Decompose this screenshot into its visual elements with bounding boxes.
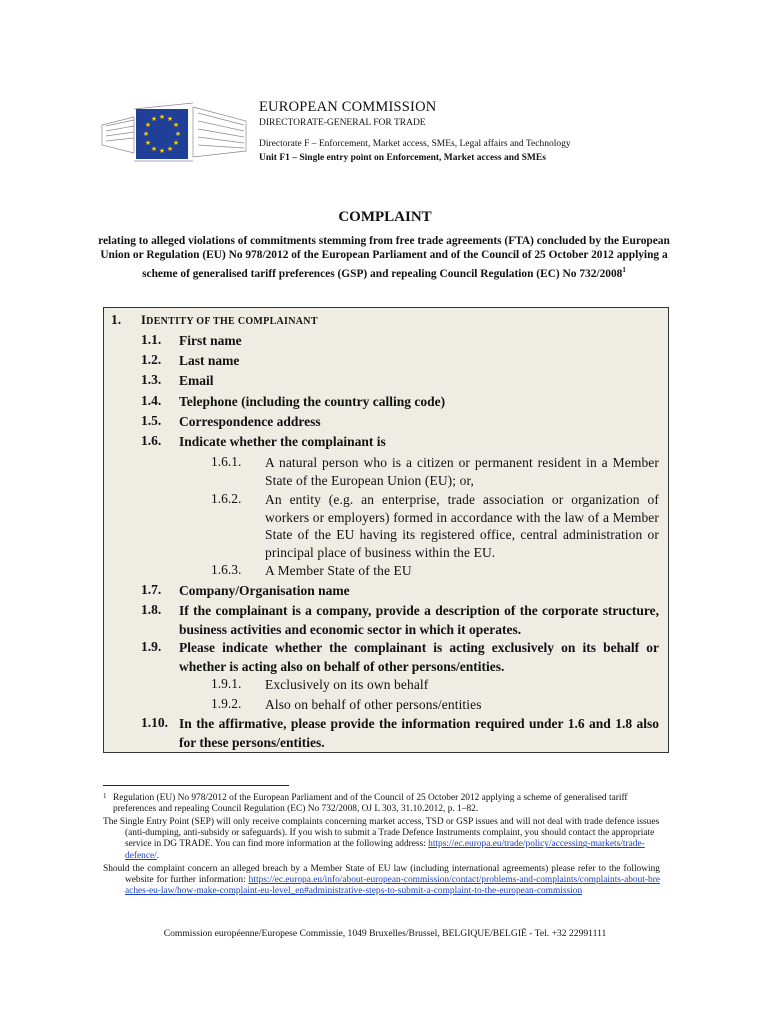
item-number: 1.5.: [141, 413, 162, 428]
svg-text:★: ★: [166, 145, 174, 153]
footnote-ref: 1: [622, 265, 626, 274]
organization-name: EUROPEAN COMMISSION: [259, 99, 437, 115]
subitem-entity: An entity (e.g. an enterprise, trade association or organization of workers or employers) formed in accordance with the law of a Member State of the EU having its registered office, central administration or principal place of business within the EU.: [265, 492, 659, 560]
page-footer: Commission européenne/Europese Commissie, 1049 Bruxelles/Brussel, BELGIQUE/BELGIË - Tel. +32 22991111: [163, 928, 607, 939]
item-first-name: First name: [179, 333, 242, 348]
footnote-eu-law: [103, 864, 660, 898]
subitem-member-state: A Member State of the EU: [265, 563, 412, 578]
svg-text:★: ★: [144, 121, 152, 129]
svg-text:★: ★: [144, 139, 152, 147]
document-title: COMPLAINT: [338, 209, 432, 225]
section-title-rest: DENTITY OF THE COMPLAINANT: [146, 316, 318, 327]
footnote-eu-law-text: Should the complaint concern an alleged breach by a Member State of EU law (including international agreements) please refer to the following website for further information:: [103, 864, 660, 886]
item-number: 1.8.: [141, 602, 162, 617]
footnote-regulation: [113, 793, 660, 815]
footnote-sep-text: The Single Entry Point (SEP) will only receive complaints concerning market access, TSD or GSP issues and will not deal with trade defence issues (anti-dumping, anti-subsidy or safeguards). If you wish to submit a Trade Defence Instruments complaint, you should contact the appropriate service in DG TRADE. You can find more information at the following address:: [103, 817, 660, 850]
item-correspondence-address: Correspondence address: [179, 414, 321, 429]
svg-text:★: ★: [172, 139, 180, 147]
item-email: Email: [179, 373, 214, 388]
item-number: 1.9.: [141, 639, 162, 654]
svg-text:★: ★: [166, 115, 174, 123]
svg-text:★: ★: [150, 115, 158, 123]
subitem-own-behalf: Exclusively on its own behalf: [265, 677, 429, 692]
svg-text:★: ★: [150, 145, 158, 153]
eu-law-complaint-link[interactable]: https://ec.europa.eu/info/about-european-commission/contact/problems-and-complaints/complaints-about-breaches-eu-law/how-make-complaint-eu-level_en#administrative-steps-to-submit-a-complaint-to-the-european-commission: [125, 875, 660, 897]
footnote-separator: [103, 785, 289, 786]
subitem-number: 1.6.3.: [211, 562, 242, 577]
svg-text:★: ★: [158, 113, 166, 121]
item-last-name: Last name: [179, 353, 240, 368]
item-number: 1.1.: [141, 332, 162, 347]
footnote-regulation-text: Regulation (EU) No 978/2012 of the European Parliament and of the Council of 25 October 2012 applying a scheme of generalised tariff preferences and repealing Council Regulation (EC) No 732/2008, OJ L 303, 31.10.2012, p. 1–82.: [113, 793, 628, 815]
item-other-persons-info: In the affirmative, please provide the information required under 1.6 and 1.8 also for these persons/entities.: [179, 716, 659, 750]
footnote-sep-end: .: [156, 850, 160, 861]
item-number: 1.10.: [141, 715, 168, 730]
subitem-number: 1.6.1.: [211, 454, 242, 469]
item-number: 1.2.: [141, 352, 162, 367]
subitem-number: 1.9.2.: [211, 696, 242, 711]
subitem-number: 1.6.2.: [211, 491, 242, 506]
trade-defence-link[interactable]: https://ec.europa.eu/trade/policy/accessing-markets/trade-defence/: [125, 839, 645, 861]
svg-text:★: ★: [174, 130, 182, 138]
item-company-name: Company/Organisation name: [179, 583, 350, 598]
item-telephone: Telephone (including the country calling code): [179, 394, 446, 409]
svg-text:★: ★: [142, 130, 150, 138]
footnote-sep: [103, 817, 660, 862]
item-number: 1.7.: [141, 582, 162, 597]
item-number: 1.4.: [141, 393, 162, 408]
svg-text:★: ★: [158, 147, 166, 155]
item-number: 1.3.: [141, 372, 162, 387]
directorate: Directorate F – Enforcement, Market access, SMEs, Legal affairs and Technology: [259, 139, 571, 149]
svg-text:★: ★: [172, 121, 180, 129]
subitem-number: 1.9.1.: [211, 676, 242, 691]
directorate-general: DIRECTORATE-GENERAL FOR TRADE: [259, 118, 426, 128]
subitem-natural-person: A natural person who is a citizen or permanent resident in a Member State of the European Union (EU); or,: [265, 455, 659, 488]
section-title: [141, 313, 318, 328]
footnote-number: 1: [103, 792, 107, 800]
subtitle-text: relating to alleged violations of commitments stemming from free trade agreements (FTA) concluded by the European Union or Regulation (EU) No 978/2012 of the European Parliament and of the Council of 25 October 2012 applying a scheme of generalised tariff preferences (GSP) and repealing Council Regulation (EC) No 732/2008: [98, 235, 670, 280]
european-commission-logo: [98, 95, 248, 165]
item-complainant-type: Indicate whether the complainant is: [179, 434, 386, 449]
section-title-initial: I: [141, 313, 147, 327]
subitem-other-persons: Also on behalf of other persons/entities: [265, 697, 482, 712]
item-acting-behalf: Please indicate whether the complainant is acting exclusively on its behalf or whether is acting also on behalf of other persons/entities.: [179, 640, 659, 674]
item-number: 1.6.: [141, 433, 162, 448]
document-subtitle: [98, 234, 670, 281]
item-company-description: If the complainant is a company, provide a description of the corporate structure, business activities and economic sector in which it operates.: [179, 603, 659, 637]
unit: Unit F1 – Single entry point on Enforcement, Market access and SMEs: [259, 153, 546, 163]
section-number: 1.: [111, 312, 122, 327]
